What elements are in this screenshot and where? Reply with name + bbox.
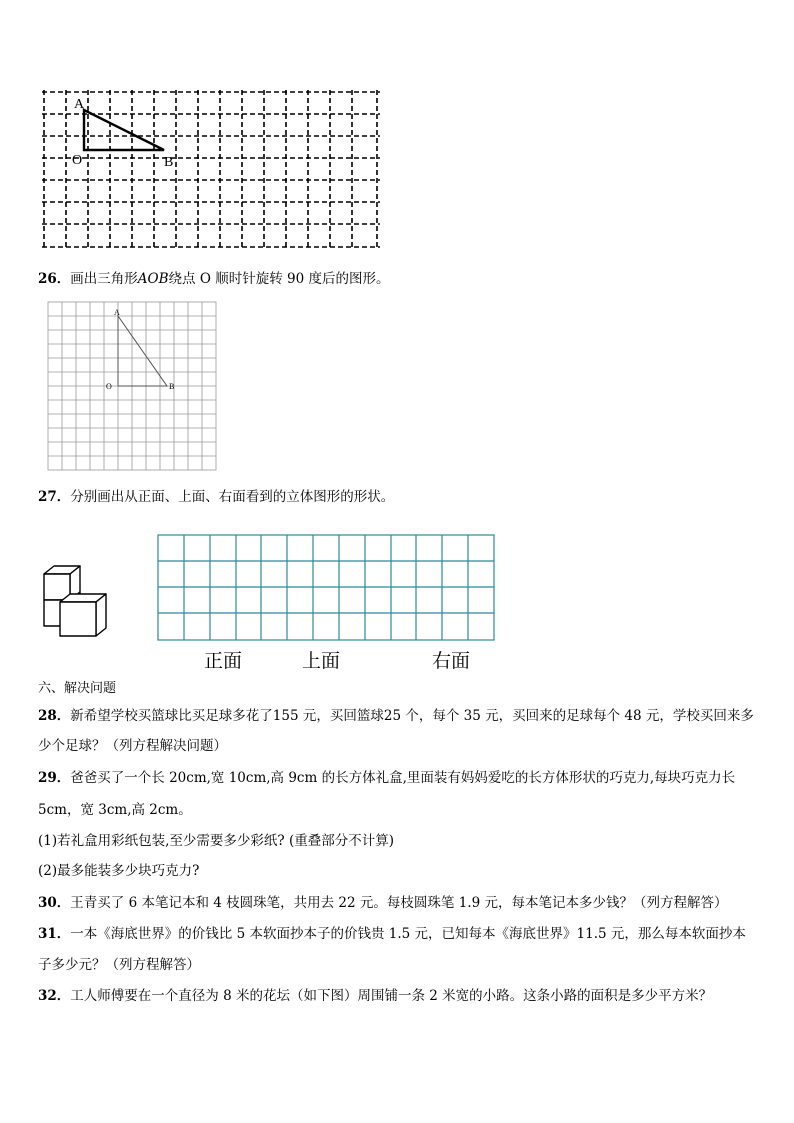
label-top-view: 上面 xyxy=(302,650,341,672)
question-30 xyxy=(38,894,727,912)
label-a: A xyxy=(74,97,85,112)
question-text: 王青买了 6 本笔记本和 4 枝圆珠笔，共用去 22 元。每枝圆珠笔 1.9 元，每本笔记本多少钱？（列方程解答） xyxy=(70,895,728,911)
question-text: 绕点 O 顺时针旋转 90 度后的图形。 xyxy=(168,271,390,287)
question-27 xyxy=(38,488,394,506)
question-28-line2 xyxy=(38,737,227,755)
question-29-line2 xyxy=(38,801,192,819)
question-31-line2 xyxy=(38,956,200,974)
question-29-sub1 xyxy=(38,832,394,850)
question-text: 少个足球？（列方程解决问题） xyxy=(38,738,227,754)
cube-figure xyxy=(40,562,112,644)
question-text: 工人师傅要在一个直径为 8 米的花坛（如下图）周围铺一条 2 米宽的小路。这条小路的面积是多少平方米？ xyxy=(70,988,713,1004)
question-number: 26． xyxy=(38,271,71,287)
label-right-view: 右面 xyxy=(432,650,471,672)
gray-grid-svg xyxy=(46,300,220,472)
label-o: O xyxy=(72,153,83,168)
question-text: 5cm，宽 3cm,高 2cm。 xyxy=(38,802,192,818)
question-28 xyxy=(38,707,754,725)
question-text: (2)最多能装多少块巧克力? xyxy=(38,863,200,879)
question-number: 30． xyxy=(38,895,71,911)
question-text: 分别画出从正面、上面、右面看到的立体图形的形状。 xyxy=(70,489,395,505)
figure-dashed-grid xyxy=(40,88,382,254)
triangle-aob xyxy=(84,110,164,150)
question-26 xyxy=(38,270,389,288)
question-text: 画出三角形 xyxy=(70,271,138,287)
label-o: O xyxy=(106,382,112,391)
question-31 xyxy=(38,925,746,943)
dashed-grid-svg xyxy=(40,88,382,254)
views-grid xyxy=(157,534,495,642)
question-number: 32． xyxy=(38,988,71,1004)
question-number: 31． xyxy=(38,926,71,942)
question-29 xyxy=(38,769,735,787)
figure-gray-grid xyxy=(46,300,220,472)
question-text: 新希望学校买篮球比买足球多花了155 元，买回篮球25 个，每个 35 元，买回来的足球每个 48 元，学校买回来多 xyxy=(70,708,754,724)
question-number: 28． xyxy=(38,708,71,724)
label-b: B xyxy=(169,382,175,391)
question-29-sub2 xyxy=(38,862,199,880)
label-front-view: 正面 xyxy=(204,650,243,672)
views-grid-svg xyxy=(157,534,495,642)
cube-svg xyxy=(40,562,112,644)
question-text: 子多少元？（列方程解答） xyxy=(38,957,200,973)
question-text: (1)若礼盒用彩纸包装,至少需要多少彩纸? (重叠部分不计算) xyxy=(38,833,394,849)
section-title-text: 六、解决问题 xyxy=(38,681,117,696)
question-text: 爸爸买了一个长 20cm,宽 10cm,高 9cm 的长方体礼盒,里面装有妈妈爱吃的长方体形状的巧克力,每块巧克力长 xyxy=(70,770,736,786)
math-aob: AOB xyxy=(137,271,169,287)
section-title xyxy=(38,680,116,698)
question-number: 27． xyxy=(38,489,71,505)
label-b: B xyxy=(164,155,174,170)
question-32 xyxy=(38,987,712,1005)
question-text: 一本《海底世界》的价钱比 5 本软面抄本子的价钱贵 1.5 元，已知每本《海底世界》11.5 元，那么每本软面抄本 xyxy=(70,926,746,942)
question-number: 29． xyxy=(38,770,71,786)
label-a: A xyxy=(114,308,120,317)
